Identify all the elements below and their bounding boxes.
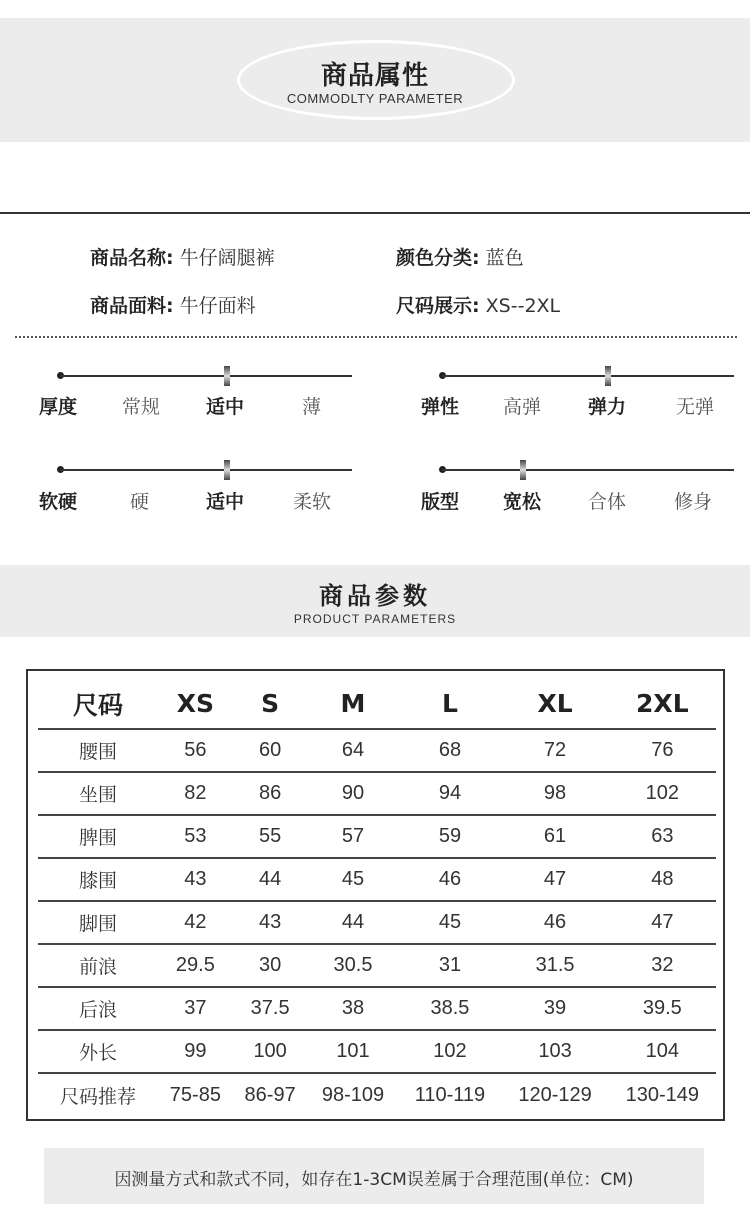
table-cell: 75-85 <box>169 1083 221 1106</box>
attr-color <box>396 243 524 270</box>
table-cell: 98-109 <box>321 1083 385 1106</box>
table-cell: 43 <box>233 901 308 944</box>
attr-size-range <box>396 291 560 318</box>
scale-option-selected: 适中 <box>206 491 245 513</box>
table-cell: 100 <box>233 1030 308 1073</box>
section-subtitle-attributes: COMMODLTY PARAMETER <box>286 91 464 106</box>
scale-option: 修身 <box>674 491 713 513</box>
attr-key: 商品面料: <box>90 295 174 317</box>
table-cell: 39 <box>501 987 608 1030</box>
table-cell: 99 <box>158 1030 233 1073</box>
table-header-cell: L <box>399 679 502 729</box>
scale-line-softness <box>60 469 352 471</box>
scale-option: 薄 <box>302 396 322 418</box>
scale-option: 常规 <box>122 396 161 418</box>
table-cell: 86-97 <box>244 1083 296 1106</box>
table-cell: 47 <box>609 901 716 944</box>
scale-line-elasticity <box>442 375 734 377</box>
row-label: 后浪 <box>38 987 158 1030</box>
table-cell: 45 <box>308 858 399 901</box>
table-cell: 64 <box>308 729 399 772</box>
table-cell: 130-149 <box>625 1083 700 1106</box>
table-cell: 101 <box>308 1030 399 1073</box>
table-cell: 61 <box>501 815 608 858</box>
scale-label-softness: 软硬 <box>39 491 78 513</box>
scale-option: 高弹 <box>503 396 542 418</box>
row-label: 尺码推荐 <box>59 1085 136 1108</box>
table-cell: 104 <box>609 1030 716 1073</box>
scale-option: 无弹 <box>676 396 715 418</box>
table-cell: 59 <box>399 815 502 858</box>
scale-marker-thickness <box>224 366 230 386</box>
row-label: 腰围 <box>38 729 158 772</box>
scale-option-selected: 宽松 <box>503 491 542 513</box>
table-cell: 60 <box>233 729 308 772</box>
table-cell: 102 <box>609 772 716 815</box>
table-row <box>38 944 716 987</box>
table-cell: 98 <box>501 772 608 815</box>
scale-marker-softness <box>224 460 230 480</box>
table-header-cell: 尺码 <box>38 679 158 729</box>
table-header-cell: XL <box>501 679 608 729</box>
section-subtitle-parameters: PRODUCT PARAMETERS <box>293 612 457 626</box>
attr-fabric <box>90 291 256 318</box>
scale-option: 硬 <box>130 491 150 513</box>
table-cell: 44 <box>308 901 399 944</box>
table-cell: 48 <box>609 858 716 901</box>
table-header-row <box>38 679 716 729</box>
table-row <box>38 858 716 901</box>
table-cell: 38.5 <box>399 987 502 1030</box>
table-cell: 31.5 <box>501 944 608 987</box>
measurement-note: 因测量方式和款式不同，如存在1-3CM误差属于合理范围(单位：CM) <box>114 1170 634 1190</box>
table-cell: 42 <box>158 901 233 944</box>
table-cell: 29.5 <box>158 944 233 987</box>
table-header-cell: XS <box>158 679 233 729</box>
row-label: 脚围 <box>38 901 158 944</box>
table-cell: 63 <box>609 815 716 858</box>
scale-option-selected: 适中 <box>206 396 245 418</box>
table-cell: 120-129 <box>518 1083 592 1106</box>
scale-option-selected: 弹力 <box>588 396 627 418</box>
table-cell: 86 <box>233 772 308 815</box>
table-cell: 38 <box>308 987 399 1030</box>
table-header-cell: 2XL <box>609 679 716 729</box>
row-label: 坐围 <box>38 772 158 815</box>
table-cell: 30.5 <box>308 944 399 987</box>
table-cell: 43 <box>158 858 233 901</box>
scale-option: 合体 <box>588 491 627 513</box>
row-label: 脾围 <box>38 815 158 858</box>
table-row <box>38 815 716 858</box>
table-row <box>38 987 716 1030</box>
table-row <box>38 901 716 944</box>
divider-thick <box>0 212 750 214</box>
scale-label-fit: 版型 <box>421 491 460 513</box>
size-table <box>38 679 716 1116</box>
table-cell: 46 <box>399 858 502 901</box>
scale-option: 柔软 <box>293 491 332 513</box>
table-cell: 53 <box>158 815 233 858</box>
table-row <box>38 1073 716 1116</box>
table-cell: 32 <box>609 944 716 987</box>
row-label: 膝围 <box>38 858 158 901</box>
table-cell: 76 <box>609 729 716 772</box>
divider-dotted <box>15 336 737 338</box>
table-cell: 37 <box>158 987 233 1030</box>
table-cell: 102 <box>399 1030 502 1073</box>
attr-value: 牛仔面料 <box>179 295 256 317</box>
attr-product-name <box>90 243 275 270</box>
scale-marker-fit <box>520 460 526 480</box>
table-cell: 56 <box>158 729 233 772</box>
size-table-frame <box>26 669 725 1121</box>
table-cell: 39.5 <box>609 987 716 1030</box>
table-cell: 45 <box>399 901 502 944</box>
table-cell: 72 <box>501 729 608 772</box>
attr-value: 蓝色 <box>485 247 524 269</box>
section-title-attributes: 商品属性 <box>320 61 429 91</box>
table-cell: 103 <box>501 1030 608 1073</box>
scale-marker-elasticity <box>605 366 611 386</box>
table-cell: 31 <box>399 944 502 987</box>
attr-key: 颜色分类: <box>396 247 480 269</box>
table-cell: 55 <box>233 815 308 858</box>
table-cell: 46 <box>501 901 608 944</box>
attr-key: 商品名称: <box>90 247 174 269</box>
table-cell: 94 <box>399 772 502 815</box>
table-header-cell: S <box>233 679 308 729</box>
row-label: 外长 <box>38 1030 158 1073</box>
attr-key: 尺码展示: <box>396 295 480 317</box>
table-row <box>38 772 716 815</box>
scale-line-thickness <box>60 375 352 377</box>
table-cell: 30 <box>233 944 308 987</box>
table-cell: 57 <box>308 815 399 858</box>
scale-label-thickness: 厚度 <box>39 396 78 418</box>
table-cell: 82 <box>158 772 233 815</box>
table-cell: 110-119 <box>414 1083 486 1106</box>
row-label: 前浪 <box>38 944 158 987</box>
table-cell: 37.5 <box>233 987 308 1030</box>
attr-value: XS--2XL <box>485 295 561 317</box>
table-row <box>38 729 716 772</box>
table-cell: 47 <box>501 858 608 901</box>
table-cell: 68 <box>399 729 502 772</box>
table-cell: 44 <box>233 858 308 901</box>
attr-value: 牛仔阔腿裤 <box>179 247 275 269</box>
scale-line-fit <box>442 469 734 471</box>
scale-label-elasticity: 弹性 <box>421 396 460 418</box>
table-cell: 90 <box>308 772 399 815</box>
table-row <box>38 1030 716 1073</box>
table-header-cell: M <box>308 679 399 729</box>
section-title-parameters: 商品参数 <box>319 582 431 610</box>
